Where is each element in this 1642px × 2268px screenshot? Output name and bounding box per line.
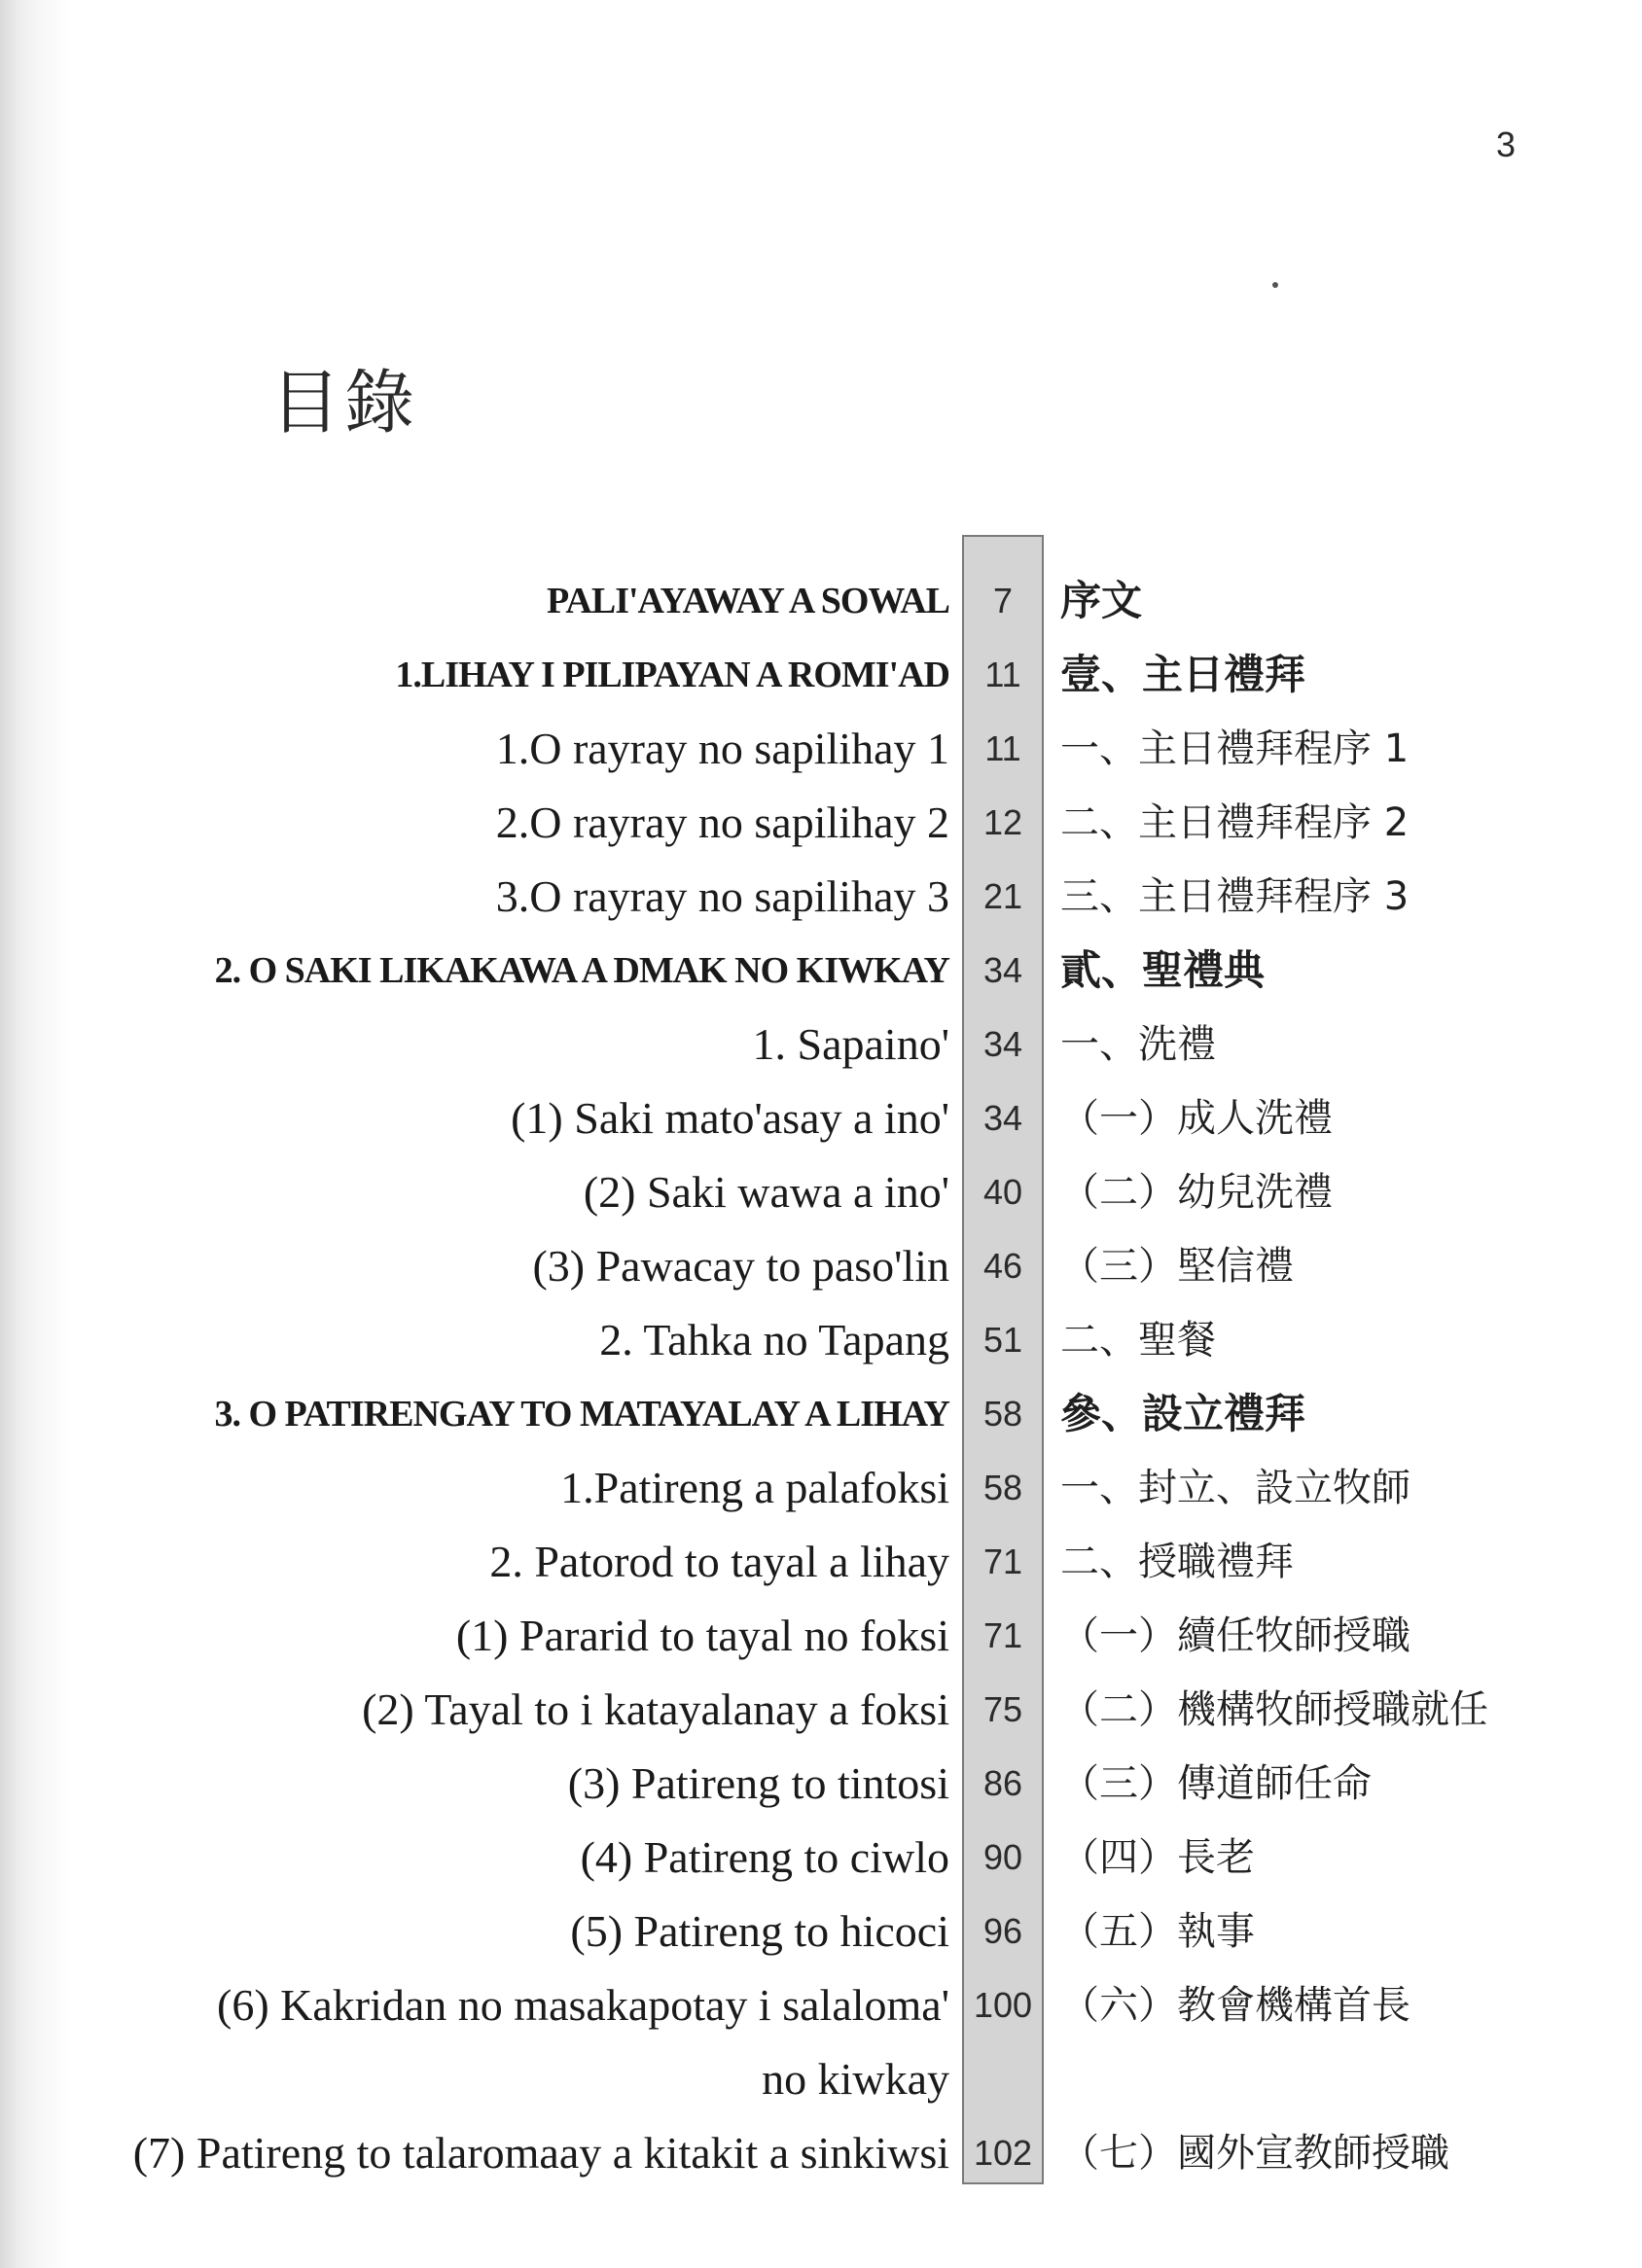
toc-entry-amis: (3) Patireng to tintosi	[567, 1758, 949, 1808]
toc-entry-chinese: 一、洗禮	[1060, 1022, 1216, 1067]
toc-row	[0, 1747, 1642, 1821]
toc-row	[0, 2042, 1642, 2116]
toc-entry-amis: (1) Pararid to tayal no foksi	[455, 1611, 949, 1660]
toc-page-number: 100	[973, 1985, 1033, 2025]
toc-entry-chinese: 參、設立禮拜	[1060, 1390, 1306, 1437]
toc-page-number: 34	[982, 1024, 1023, 1064]
toc-page-number: 86	[982, 1763, 1023, 1803]
toc-entry-amis: 3.O rayray no sapilihay 3	[495, 871, 949, 921]
toc-page-number: 34	[982, 950, 1023, 990]
toc-page-number: 96	[982, 1911, 1023, 1951]
toc-entry-amis: 2. Patorod to tayal a lihay	[489, 1537, 949, 1586]
toc-row	[0, 1968, 1642, 2042]
toc-entry-chinese: （一）成人洗禮	[1060, 1096, 1333, 1141]
toc-row	[0, 712, 1642, 786]
toc-page-number: 46	[982, 1246, 1023, 1286]
toc-entry-amis: 2. O SAKI LIKAKAWA A DMAK NO KIWKAY	[214, 950, 949, 991]
toc-entry-amis: 1. Sapaino'	[752, 1019, 949, 1069]
page-title: 目錄	[270, 362, 419, 443]
toc-entry-chinese: 一、封立、設立牧師	[1060, 1466, 1410, 1510]
toc-page-number: 90	[982, 1837, 1023, 1877]
toc-row	[0, 786, 1642, 860]
toc-row	[0, 2116, 1642, 2190]
toc-row	[0, 1377, 1642, 1451]
toc-entry-amis: (1) Saki mato'asay a ino'	[511, 1093, 949, 1143]
toc-row	[0, 1303, 1642, 1377]
toc-page-number: 34	[982, 1098, 1023, 1138]
toc-row	[0, 1451, 1642, 1525]
scan-speck	[1272, 282, 1278, 288]
toc-page-number: 58	[982, 1468, 1023, 1507]
toc-entry-amis: (2) Tayal to i katayalanay a foksi	[362, 1684, 949, 1734]
toc-entry-amis: (6) Kakridan no masakapotay i salaloma'	[217, 1980, 949, 2030]
toc-page-number: 11	[984, 728, 1021, 768]
toc-row	[0, 1599, 1642, 1673]
toc-entry-amis: (3) Pawacay to paso'lin	[532, 1241, 949, 1291]
toc-entry-chinese: 壹、主日禮拜	[1060, 651, 1306, 698]
toc-row	[0, 1895, 1642, 1968]
toc-entry-amis: 2.O rayray no sapilihay 2	[495, 797, 949, 847]
toc-entry-chinese: 二、主日禮拜程序 2	[1060, 800, 1410, 845]
toc-entry-amis: 2. Tahka no Tapang	[599, 1315, 949, 1364]
toc-entry-chinese: （六）教會機構首長	[1060, 1983, 1410, 2028]
toc-row	[0, 1525, 1642, 1599]
toc-page-number: 7	[992, 581, 1014, 620]
toc-entry-chinese: （五）執事	[1060, 1909, 1255, 1954]
toc-entry-chinese: 貳、聖禮典	[1060, 946, 1266, 994]
toc-entry-chinese: （二）機構牧師授職就任	[1060, 1687, 1488, 1732]
toc-row	[0, 1008, 1642, 1081]
toc-row	[0, 564, 1642, 638]
toc-page-number: 51	[982, 1320, 1023, 1360]
toc-page-number: 12	[982, 802, 1023, 842]
toc-row	[0, 1081, 1642, 1155]
toc-row	[0, 860, 1642, 934]
toc-row	[0, 934, 1642, 1008]
toc-page-number: 102	[973, 2133, 1033, 2173]
toc-entry-chinese: （一）續任牧師授職	[1060, 1613, 1410, 1658]
toc-row	[0, 1673, 1642, 1747]
toc-entry-amis: (7) Patireng to talaromaay a kitakit a sinkiwsi	[132, 2128, 949, 2178]
toc-row	[0, 638, 1642, 712]
toc-entry-chinese: （二）幼兒洗禮	[1060, 1170, 1333, 1215]
toc-entry-amis: 1.LIHAY I PILIPAYAN A ROMI'AD	[395, 655, 949, 695]
toc-entry-amis: PALI'AYAWAY A SOWAL	[547, 581, 949, 621]
toc-entry-chinese: 序文	[1060, 577, 1143, 624]
toc-entry-chinese: （三）堅信禮	[1060, 1244, 1294, 1289]
toc-entry-chinese: 三、主日禮拜程序 3	[1060, 874, 1410, 919]
toc-page-number: 71	[982, 1615, 1023, 1655]
toc-page-number: 11	[984, 655, 1021, 694]
page-number: 3	[1496, 124, 1517, 164]
toc-entry-chinese: （七）國外宣教師授職	[1060, 2131, 1449, 2176]
toc-entry-amis: (5) Patireng to hicoci	[570, 1906, 949, 1956]
toc-entry-chinese: 二、聖餐	[1060, 1318, 1216, 1363]
toc-entry-amis: 1.O rayray no sapilihay 1	[495, 724, 949, 773]
toc-row	[0, 1821, 1642, 1895]
toc-entry-chinese: （三）傳道師任命	[1060, 1761, 1372, 1806]
toc-page-number: 40	[982, 1172, 1023, 1212]
toc-row	[0, 1155, 1642, 1229]
toc-entry-chinese: （四）長老	[1060, 1835, 1255, 1880]
toc-entry-amis: 3. O PATIRENGAY TO MATAYALAY A LIHAY	[214, 1394, 949, 1435]
toc-entry-amis: no kiwkay	[762, 2054, 949, 2104]
toc-page-number: 75	[982, 1689, 1023, 1729]
toc-entry-amis: (2) Saki wawa a ino'	[583, 1167, 949, 1217]
toc-page-number: 21	[982, 876, 1023, 916]
toc-entry-chinese: 二、授職禮拜	[1060, 1540, 1294, 1584]
toc-entry-amis: (4) Patireng to ciwlo	[580, 1832, 949, 1882]
toc-entry-chinese: 一、主日禮拜程序 1	[1060, 726, 1410, 771]
toc-page-number: 58	[982, 1394, 1023, 1434]
toc-entry-amis: 1.Patireng a palafoksi	[560, 1463, 949, 1512]
toc-page-number: 71	[982, 1542, 1023, 1581]
toc-row	[0, 1229, 1642, 1303]
